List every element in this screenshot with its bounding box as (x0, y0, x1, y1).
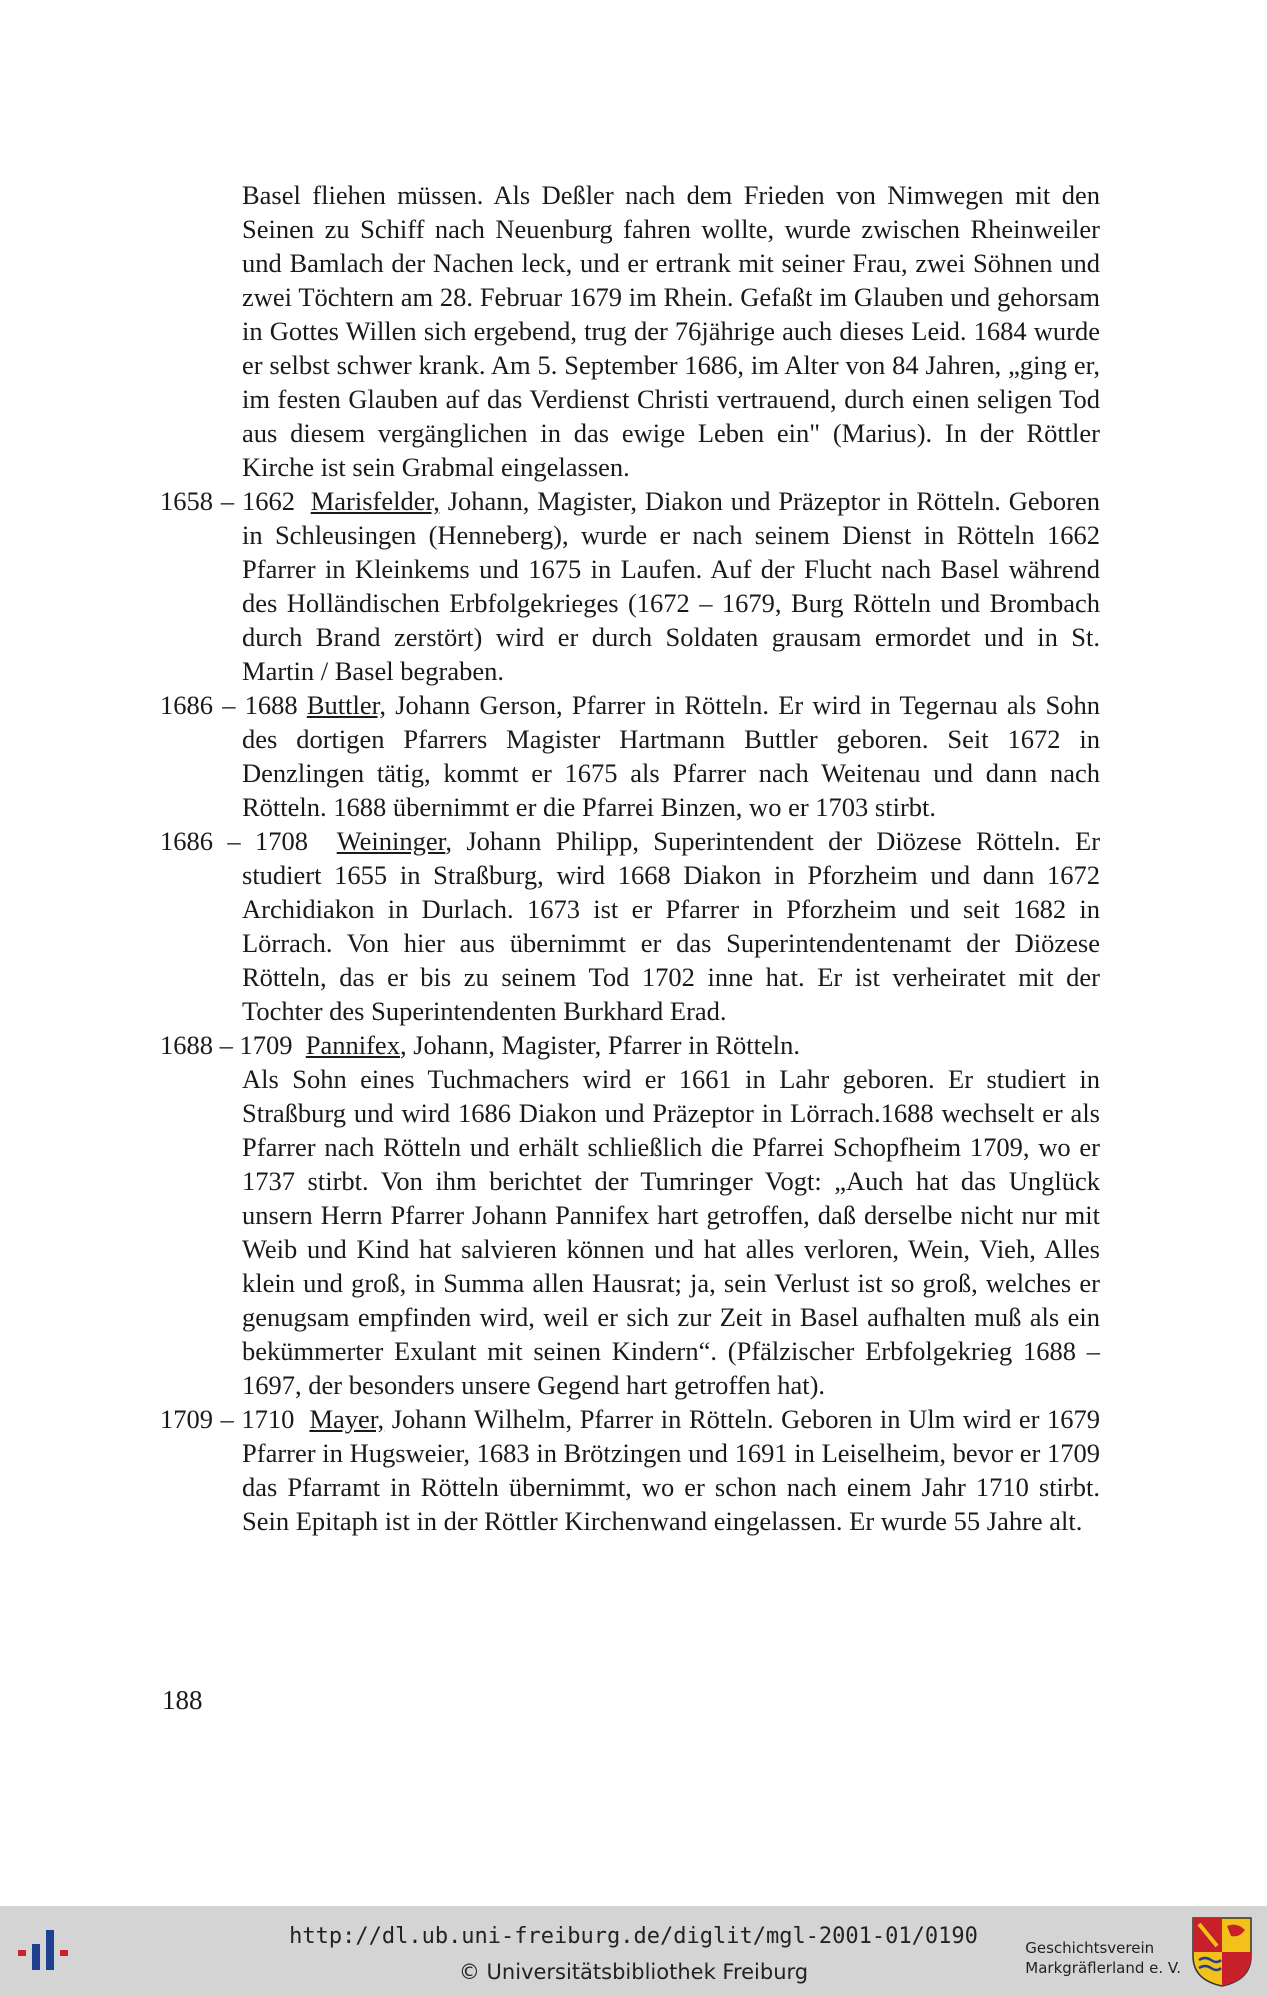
entry-weininger (160, 824, 1100, 1028)
entry-years: 1688 – 1709 (160, 1030, 293, 1060)
entry-text: Johann Wilhelm, Pfarrer in Rötteln. Geboren in Ulm wird er 1679 Pfarrer in Hugsweier, 1683 in Brötzingen und 1691 in Leiselheim, bevor er 1709 das Pfarramt in Rötteln übernimmt, wo er schon nach einem Jahr 1710 stirbt. Sein Epitaph ist in der Röttler Kirchenwand eingelassen. Er wurde 55 Jahre alt. (242, 1404, 1100, 1536)
page-number: 188 (162, 1685, 203, 1715)
entry-pannifex-details: Als Sohn eines Tuchmachers wird er 1661 in Lahr geboren. Er studiert in Straßburg und wird 1686 Diakon und Präzeptor in Lörrach.1688 wechselt er als Pfarrer nach Rötteln und erhält schließlich die Pfarrei Schopfheim 1709, wo er 1737 stirbt. Von ihm berichtet der Tumringer Vogt: „Auch hat das Unglück unsern Herrn Pfarrer Johann Pannifex hart getroffen, daß derselbe nicht nur mit Weib und Kind hat salvieren können und hat alles verloren, Wein, Vieh, Alles klein und groß, in Summa allen Hausrat; ja, sein Verlust ist so groß, welches er genugsam empfinden wird, weil er sich zur Zeit in Basel aufhalten muß als ein bekümmerter Exulant mit seinen Kindern“. (Pfälzischer Erbfolgekrieg 1688 – 1697, der besonders unsere Gegend hart getroffen hat). (242, 1064, 1100, 1400)
entry-name: Buttler, (306, 690, 387, 720)
footer-bar (0, 1906, 1267, 1996)
footer-copyright: © Universitätsbibliothek Freiburg (458, 1960, 809, 1984)
society-line-2: Markgräflerland e. V. (1025, 1959, 1181, 1977)
entry-mayer (160, 1402, 1100, 1538)
entry-name: Marisfelder, (310, 486, 440, 516)
entry-years: 1686 – 1688 (160, 690, 298, 720)
society-line-1: Geschichtsverein (1025, 1939, 1155, 1957)
entry-years: 1709 – 1710 (160, 1404, 295, 1434)
entry-years: 1658 – 1662 (160, 486, 295, 516)
entry-name: Pannifex (305, 1030, 400, 1060)
continuation-paragraph: Basel fliehen müssen. Als Deßler nach dem Frieden von Nimwegen mit den Seinen zu Schiff nach Neuenburg fahren wollte, wurde zwischen Rheinweiler und Bamlach der Nachen leck, und er ertrank mit seiner Frau, zwei Söhnen und zwei Töchtern am 28. Februar 1679 im Rhein. Gefaßt im Glauben und gehorsam in Gottes Willen sich ergebend, trug der 76jährige auch dieses Leid. 1684 wurde er selbst schwer krank. Am 5. September 1686, im Alter von 84 Jahren, „ging er, im festen Glauben auf das Verdienst Christi vertrauend, durch einen seligen Tod aus diesem vergänglichen in das ewige Leben ein" (Marius). In der Röttler Kirche ist sein Grabmal eingelassen. (242, 180, 1100, 482)
entry-marisfelder (160, 484, 1100, 688)
entry-text: Johann, Magister, Diakon und Präzeptor in Rötteln. Geboren in Schleusingen (Henneberg), wurde er nach seinem Dienst in Rötteln 1662 Pfarrer in Kleinkems und 1675 in Laufen. Auf der Flucht nach Basel während des Holländischen Erbfolgekrieges (1672 – 1679, Burg Rötteln und Brombach durch Brand zerstört) wird er durch Soldaten grausam ermordet und in St. Martin / Basel begraben. (242, 486, 1100, 686)
society-name (1025, 1938, 1181, 1978)
entry-years: 1686 – 1708 (160, 826, 308, 856)
entry-name: Weininger (336, 826, 446, 856)
entry-pannifex (160, 1028, 1100, 1062)
body-text (160, 178, 1100, 1538)
entry-buttler (160, 688, 1100, 824)
footer-url[interactable]: http://dl.ub.uni-freiburg.de/diglit/mgl-2001-01/0190 (289, 1924, 978, 1949)
entry-text: Johann Gerson, Pfarrer in Rötteln. Er wird in Tegernau als Sohn des dortigen Pfarrers Magister Hartmann Buttler geboren. Seit 1672 in Denzlingen tätig, kommt er 1675 als Pfarrer nach Weitenau und dann nach Rötteln. 1688 übernimmt er die Pfarrei Binzen, wo er 1703 stirbt. (242, 690, 1101, 822)
entry-name: Mayer, (309, 1404, 385, 1434)
entry-text: , Johann, Magister, Pfarrer in Rötteln. (399, 1030, 800, 1060)
markgraeflerland-crest-icon (1191, 1916, 1253, 1988)
entry-text: , Johann Philipp, Superintendent der Diözese Rötteln. Er studiert 1655 in Straßburg, wird 1668 Diakon in Pforzheim und dann 1672 Archidiakon in Durlach. 1673 ist er Pfarrer in Pforzheim und seit 1682 in Lörrach. Von hier aus übernimmt er das Superintendentenamt der Diözese Rötteln, das er bis zu seinem Tod 1702 inne hat. Er ist verheiratet mit der Tochter des Superintendenten Burkhard Erad. (242, 826, 1101, 1026)
